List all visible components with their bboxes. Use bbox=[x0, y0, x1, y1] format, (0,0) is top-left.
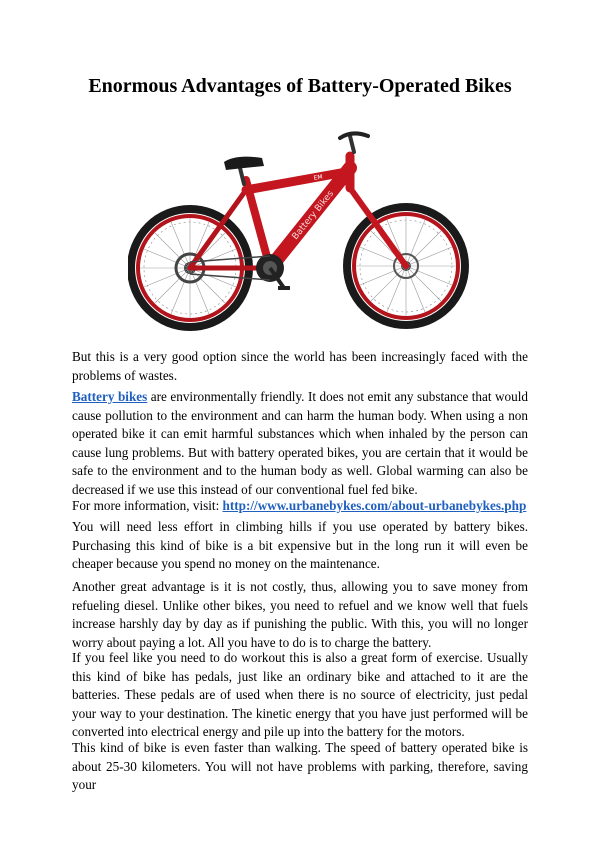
battery-bike-image bbox=[128, 128, 474, 338]
paragraph-1: But this is a very good option since the world has been increasingly faced with the problems of wastes. bbox=[72, 349, 528, 383]
paragraph-4: You will need less effort in climbing hills if you use operated by battery bikes. Purchasing this kind of bike is a bit expensive but in the long run it will even be cheaper because you spend no money on the maintenance. bbox=[72, 519, 528, 572]
info-prefix-text: For more information, visit: bbox=[72, 498, 223, 513]
battery-bikes-link[interactable]: Battery bikes bbox=[72, 389, 148, 404]
urbanebykes-link[interactable]: http://www.urbanebykes.com/about-urbanebykes.php bbox=[222, 498, 527, 513]
page-title: Enormous Advantages of Battery-Operated Bikes bbox=[88, 75, 512, 97]
frame-brand-text: Battery Bikes bbox=[290, 188, 337, 242]
paragraph-7: This kind of bike is even faster than walking. The speed of battery operated bike is about 25-30 kilometers. You will not have problems with parking, therefore, saving your bbox=[72, 740, 528, 793]
top-tube-logo-text: EM bbox=[313, 173, 324, 182]
bike-frame bbox=[190, 133, 406, 268]
paragraph-3 bbox=[72, 497, 528, 516]
bike-saddle bbox=[224, 157, 264, 170]
paragraph-2 bbox=[72, 388, 528, 500]
paragraph-2-text: are environmentally friendly. It does not emit any substance that would cause pollution to the environment and can harm the human body. When using a non operated bike it can emit harmful substances which when inhaled by the person can cause lung problems. But with battery operated bikes, you are certain that it would be safe to the environment and to the human body as well. Global warming can also be decreased if we use this instead of our conventional fuel fed bike. bbox=[72, 389, 528, 497]
paragraph-6: If you feel like you need to do workout this is also a great form of exercise. Usually this kind of bike has pedals, just like an ordinary bike and attached to it are the batteries. These pedals are of used when there is no source of electricity, just pedal your way to your destination. The kinetic energy that you have just performed will be converted into electrical energy and pile up into the battery for the motors. bbox=[72, 650, 528, 740]
paragraph-5: Another great advantage is it is not costly, thus, allowing you to save money from refueling diesel. Unlike other bikes, you need to refuel and we know well that fuels increase harshly day by day as if punishing the public. With this, you will no longer worry about paying a lot. All you have to do is to charge the battery. bbox=[72, 579, 528, 650]
